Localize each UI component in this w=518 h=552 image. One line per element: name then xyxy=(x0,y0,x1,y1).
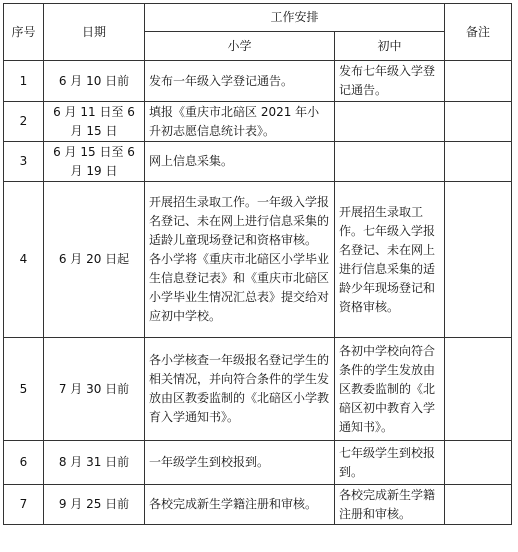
table-row xyxy=(4,338,512,441)
schedule-table xyxy=(3,3,512,525)
table-row xyxy=(4,102,512,142)
table-row xyxy=(4,142,512,182)
row-note xyxy=(445,102,512,142)
table-row xyxy=(4,61,512,102)
row-seq: 5 xyxy=(4,338,44,441)
row-seq: 2 xyxy=(4,102,44,142)
row-seq: 7 xyxy=(4,485,44,525)
row-seq: 6 xyxy=(4,441,44,485)
row-middle xyxy=(335,441,445,485)
middle-text: 开展招生录取工作。七年级入学报名登记、未在网上进行信息采集的适龄少年现场登记和资格审核。 xyxy=(339,204,436,314)
row-middle xyxy=(335,102,445,142)
primary-text: 填报《重庆市北碚区 2021 年小升初志愿信息统计表》。 xyxy=(149,104,320,138)
row-note xyxy=(445,182,512,338)
row-primary xyxy=(145,182,335,338)
row-note xyxy=(445,142,512,182)
table-row xyxy=(4,182,512,338)
row-middle xyxy=(335,142,445,182)
row-primary xyxy=(145,102,335,142)
row-primary xyxy=(145,142,335,182)
row-date: 6 月 11 日至 6 月 15 日 xyxy=(44,102,145,142)
header-note: 备注 xyxy=(445,4,512,61)
middle-text: 发布七年级入学登记通告。 xyxy=(339,64,436,97)
row-date: 6 月 20 日起 xyxy=(44,182,145,338)
middle-text: 各初中学校向符合条件的学生发放由区教委监制的《北碚区初中教育入学通知书》。 xyxy=(339,343,436,434)
row-middle xyxy=(335,182,445,338)
row-date: 8 月 31 日前 xyxy=(44,441,145,485)
middle-text: 各校完成新生学籍注册和审核。 xyxy=(339,487,436,521)
primary-text: 各小学将《重庆市北碚区小学毕业生信息登记表》和《重庆市北碚区小学毕业生情况汇总表》提交给对应初中学校。 xyxy=(149,252,330,323)
row-date: 6 月 15 日至 6 月 19 日 xyxy=(44,142,145,182)
header-seq: 序号 xyxy=(4,4,44,61)
table-row xyxy=(4,441,512,485)
header-work-arrangement: 工作安排 xyxy=(145,4,445,32)
row-date: 6 月 10 日前 xyxy=(44,61,145,102)
row-middle xyxy=(335,61,445,102)
table-row xyxy=(4,485,512,525)
header-middle-school: 初中 xyxy=(335,32,445,61)
row-date: 7 月 30 日前 xyxy=(44,338,145,441)
header-primary-school: 小学 xyxy=(145,32,335,61)
row-middle xyxy=(335,485,445,525)
middle-text: 七年级学生到校报到。 xyxy=(339,445,436,479)
row-date: 9 月 25 日前 xyxy=(44,485,145,525)
row-seq: 1 xyxy=(4,61,44,102)
row-note xyxy=(445,61,512,102)
header-date: 日期 xyxy=(44,4,145,61)
primary-text: 各小学核查一年级报名登记学生的相关情况，并向符合条件的学生发放由区教委监制的《北碚区小学教育入学通知书》。 xyxy=(149,353,330,424)
row-note xyxy=(445,338,512,441)
row-seq: 4 xyxy=(4,182,44,338)
row-note xyxy=(445,441,512,485)
primary-text: 一年级学生到校报到。 xyxy=(149,455,270,469)
row-seq: 3 xyxy=(4,142,44,182)
primary-text: 各校完成新生学籍注册和审核。 xyxy=(149,497,318,511)
row-note xyxy=(445,485,512,525)
row-primary xyxy=(145,485,335,525)
row-primary xyxy=(145,338,335,441)
primary-text: 发布一年级入学登记通告。 xyxy=(149,73,294,88)
row-middle xyxy=(335,338,445,441)
row-primary xyxy=(145,61,335,102)
primary-text: 开展招生录取工作。一年级入学报名登记、未在网上进行信息采集的适龄儿童现场登记和资格审核。 xyxy=(149,195,330,247)
row-primary xyxy=(145,441,335,485)
primary-text: 网上信息采集。 xyxy=(149,154,234,168)
